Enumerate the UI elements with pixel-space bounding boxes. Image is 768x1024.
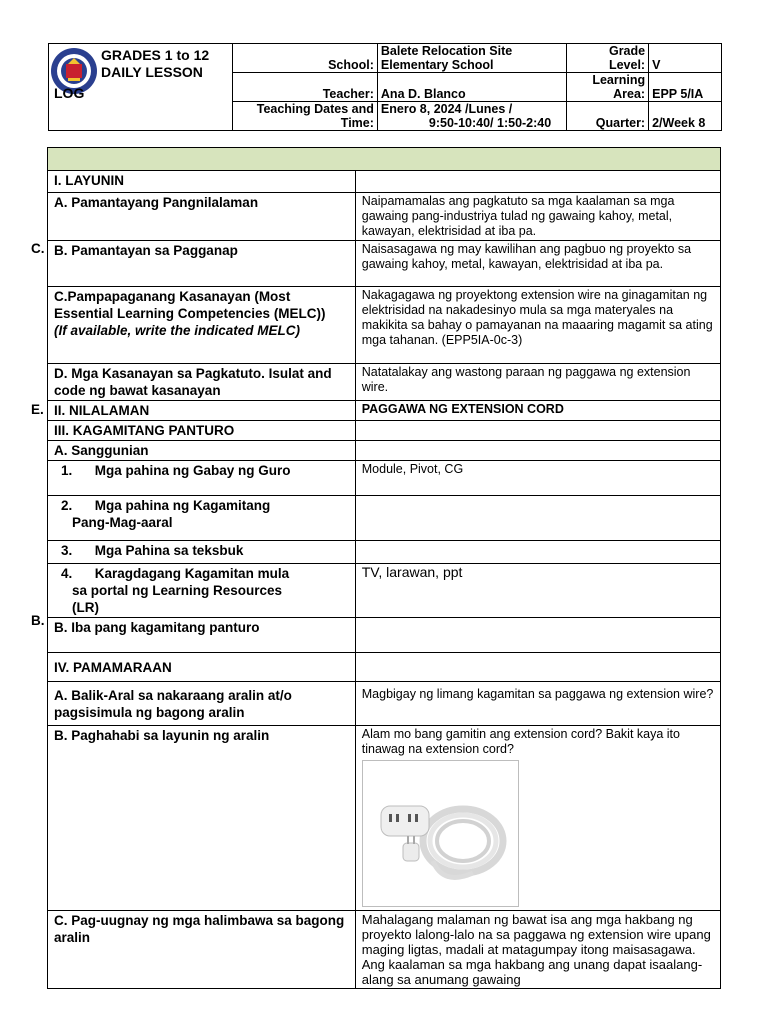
title-cell — [49, 44, 233, 131]
extension-cord-icon — [363, 761, 518, 906]
gabay-guro-value: Module, Pivot, CG — [355, 461, 720, 496]
teksbuk-text: Mga Pahina sa teksbuk — [94, 543, 244, 558]
learning-resources-num: 4. — [61, 566, 73, 581]
table-row — [48, 618, 721, 653]
dates-label-line2: Time: — [340, 116, 374, 130]
kagamitang-mag-aaral-label — [48, 496, 356, 541]
area-label-line2: Area: — [613, 87, 646, 101]
pag-uugnay-label: C. Pag-uugnay ng mga halimbawa sa bagong aralin — [48, 911, 356, 989]
table-row — [48, 564, 721, 618]
layunin-value — [355, 171, 720, 193]
sanggunian-label: A. Sanggunian — [48, 441, 356, 461]
header-band-row — [48, 148, 721, 171]
gabay-guro-text: Mga pahina ng Gabay ng Guro — [94, 463, 291, 478]
kagamitan-label: III. KAGAMITANG PANTURO — [48, 421, 356, 441]
table-row — [48, 461, 721, 496]
table-row — [48, 911, 721, 989]
kagamitang-mag-aaral-line1: Mga pahina ng Kagamitang — [94, 498, 271, 513]
margin-letter-c: C. — [31, 241, 45, 256]
paghahabi-text: Alam mo bang gamitin ang extension cord? Bakit kaya ito tinawag na extension cord? — [361, 727, 680, 756]
area-label — [567, 73, 649, 102]
lesson-table — [47, 147, 721, 989]
learning-resources-line1: Karagdagang Kagamitan mula — [94, 566, 290, 581]
table-row — [48, 421, 721, 441]
table-row — [48, 401, 721, 421]
sanggunian-value — [355, 441, 720, 461]
teacher-value: Ana D. Blanco — [377, 73, 566, 102]
kasanayan-value: Natatalakay ang wastong paraan ng paggawa ng extension wire. — [355, 364, 720, 401]
grade-label-line1: Grade — [608, 44, 646, 58]
kagamitang-mag-aaral-value — [355, 496, 720, 541]
table-row — [48, 653, 721, 682]
school-value — [377, 44, 566, 73]
learning-resources-value: TV, larawan, ppt — [355, 564, 720, 618]
pamantayang-pangnilalaman-label: A. Pamantayang Pangnilalaman — [48, 193, 356, 241]
extension-cord-image — [362, 760, 519, 907]
kagamitang-mag-aaral-line2: Pang-Mag-aaral — [72, 515, 173, 530]
nilalaman-value: PAGGAWA NG EXTENSION CORD — [355, 401, 720, 421]
learning-resources-line3: (LR) — [72, 600, 99, 615]
school-value-line2: Elementary School — [380, 58, 494, 72]
school-value-line1: Balete Relocation Site — [380, 44, 513, 58]
table-row — [48, 541, 721, 564]
paghahabi-value — [355, 726, 720, 911]
area-value: EPP 5/IA — [649, 73, 722, 102]
melc-value: Nakagagawa ng proyektong extension wire na ginagamitan ng elektrisidad na nakadesinyo mula sa mga materyales na makikita sa bahay o pamayanan na maaaring magamit sa ating mga tahanan. (EPP5IA-0c-3) — [355, 287, 720, 364]
dates-label-line1: Teaching Dates and — [256, 102, 374, 116]
gabay-guro-num: 1. — [61, 463, 73, 478]
dates-value-line1: Enero 8, 2024 /Lunes / — [380, 102, 513, 116]
teksbuk-value — [355, 541, 720, 564]
layunin-label: I. LAYUNIN — [48, 171, 356, 193]
pamantayang-pangnilalaman-value: Naipamamalas ang pagkatuto sa mga kaalaman sa mga gawaing pang-industriya tulad ng gawaing kahoy, metal, kawayan, elektrisidad at iba pa. — [355, 193, 720, 241]
table-row — [48, 171, 721, 193]
teacher-label: Teacher: — [233, 73, 378, 102]
pag-uugnay-value: Mahalagang malaman ng bawat isa ang mga hakbang ng proyekto lalong-lalo na sa paggawa ng extension wire upang maging ligtas, madali at matagumpay itong maisasagawa. Ang kaalaman sa mga hakbang ang unang dapat isaalang-alang sa anumang gawaing — [355, 911, 720, 989]
iba-pang-kagamitan-value — [355, 618, 720, 653]
pamantayan-sa-pagganap-label: B. Pamantayan sa Pagganap — [48, 241, 356, 287]
table-row — [48, 726, 721, 911]
margin-letter-b: B. — [31, 613, 45, 628]
table-row — [48, 441, 721, 461]
kagamitang-mag-aaral-num: 2. — [61, 498, 73, 513]
grade-label-line2: Level: — [608, 58, 646, 72]
table-row — [48, 193, 721, 241]
melc-label-text: C.Pampapaganang Kasanayan (Most Essential Learning Competencies (MELC)) — [54, 289, 326, 321]
dates-value-line2: 9:50-10:40/ 1:50-2:40 — [428, 116, 552, 130]
nilalaman-label: II. NILALAMAN — [48, 401, 356, 421]
pamamaraan-label: IV. PAMAMARAAN — [48, 653, 356, 682]
table-row — [48, 241, 721, 287]
school-label: School: — [233, 44, 378, 73]
header-band — [48, 148, 721, 171]
learning-resources-label — [48, 564, 356, 618]
gabay-guro-label — [48, 461, 356, 496]
area-label-line1: Learning — [592, 73, 646, 87]
quarter-label: Quarter: — [567, 102, 649, 131]
table-row — [48, 364, 721, 401]
dates-label — [233, 102, 378, 131]
dates-value — [377, 102, 566, 131]
teksbuk-num: 3. — [61, 543, 73, 558]
margin-letter-e: E. — [31, 402, 44, 417]
melc-label — [48, 287, 356, 364]
grade-value: V — [649, 44, 722, 73]
header-table — [48, 43, 722, 131]
teksbuk-label — [48, 541, 356, 564]
kasanayan-label: D. Mga Kasanayan sa Pagkatuto. Isulat and code ng bawat kasanayan — [48, 364, 356, 401]
title-line1: GRADES 1 to 12 — [101, 47, 210, 63]
table-row — [48, 287, 721, 364]
paghahabi-label: B. Paghahabi sa layunin ng aralin — [48, 726, 356, 911]
quarter-value: 2/Week 8 — [649, 102, 722, 131]
iba-pang-kagamitan-label: B. Iba pang kagamitang panturo — [48, 618, 356, 653]
melc-label-note: (If available, write the indicated MELC) — [54, 323, 301, 338]
table-row — [48, 496, 721, 541]
title-line2: DAILY LESSON — [101, 64, 203, 80]
pamamaraan-value — [355, 653, 720, 682]
grade-label — [567, 44, 649, 73]
table-row — [48, 682, 721, 726]
balik-aral-value: Magbigay ng limang kagamitan sa paggawa ng extension wire? — [355, 682, 720, 726]
learning-resources-line2: sa portal ng Learning Resources — [72, 583, 283, 598]
kagamitan-value — [355, 421, 720, 441]
pamantayan-sa-pagganap-value: Naisasagawa ng may kawilihan ang pagbuo ng proyekto sa gawaing kahoy, metal, kawayan, elektrisidad at iba pa. — [355, 241, 720, 287]
title-line3: LOG — [54, 85, 85, 101]
balik-aral-label: A. Balik-Aral sa nakaraang aralin at/o pagsisimula ng bagong aralin — [48, 682, 356, 726]
